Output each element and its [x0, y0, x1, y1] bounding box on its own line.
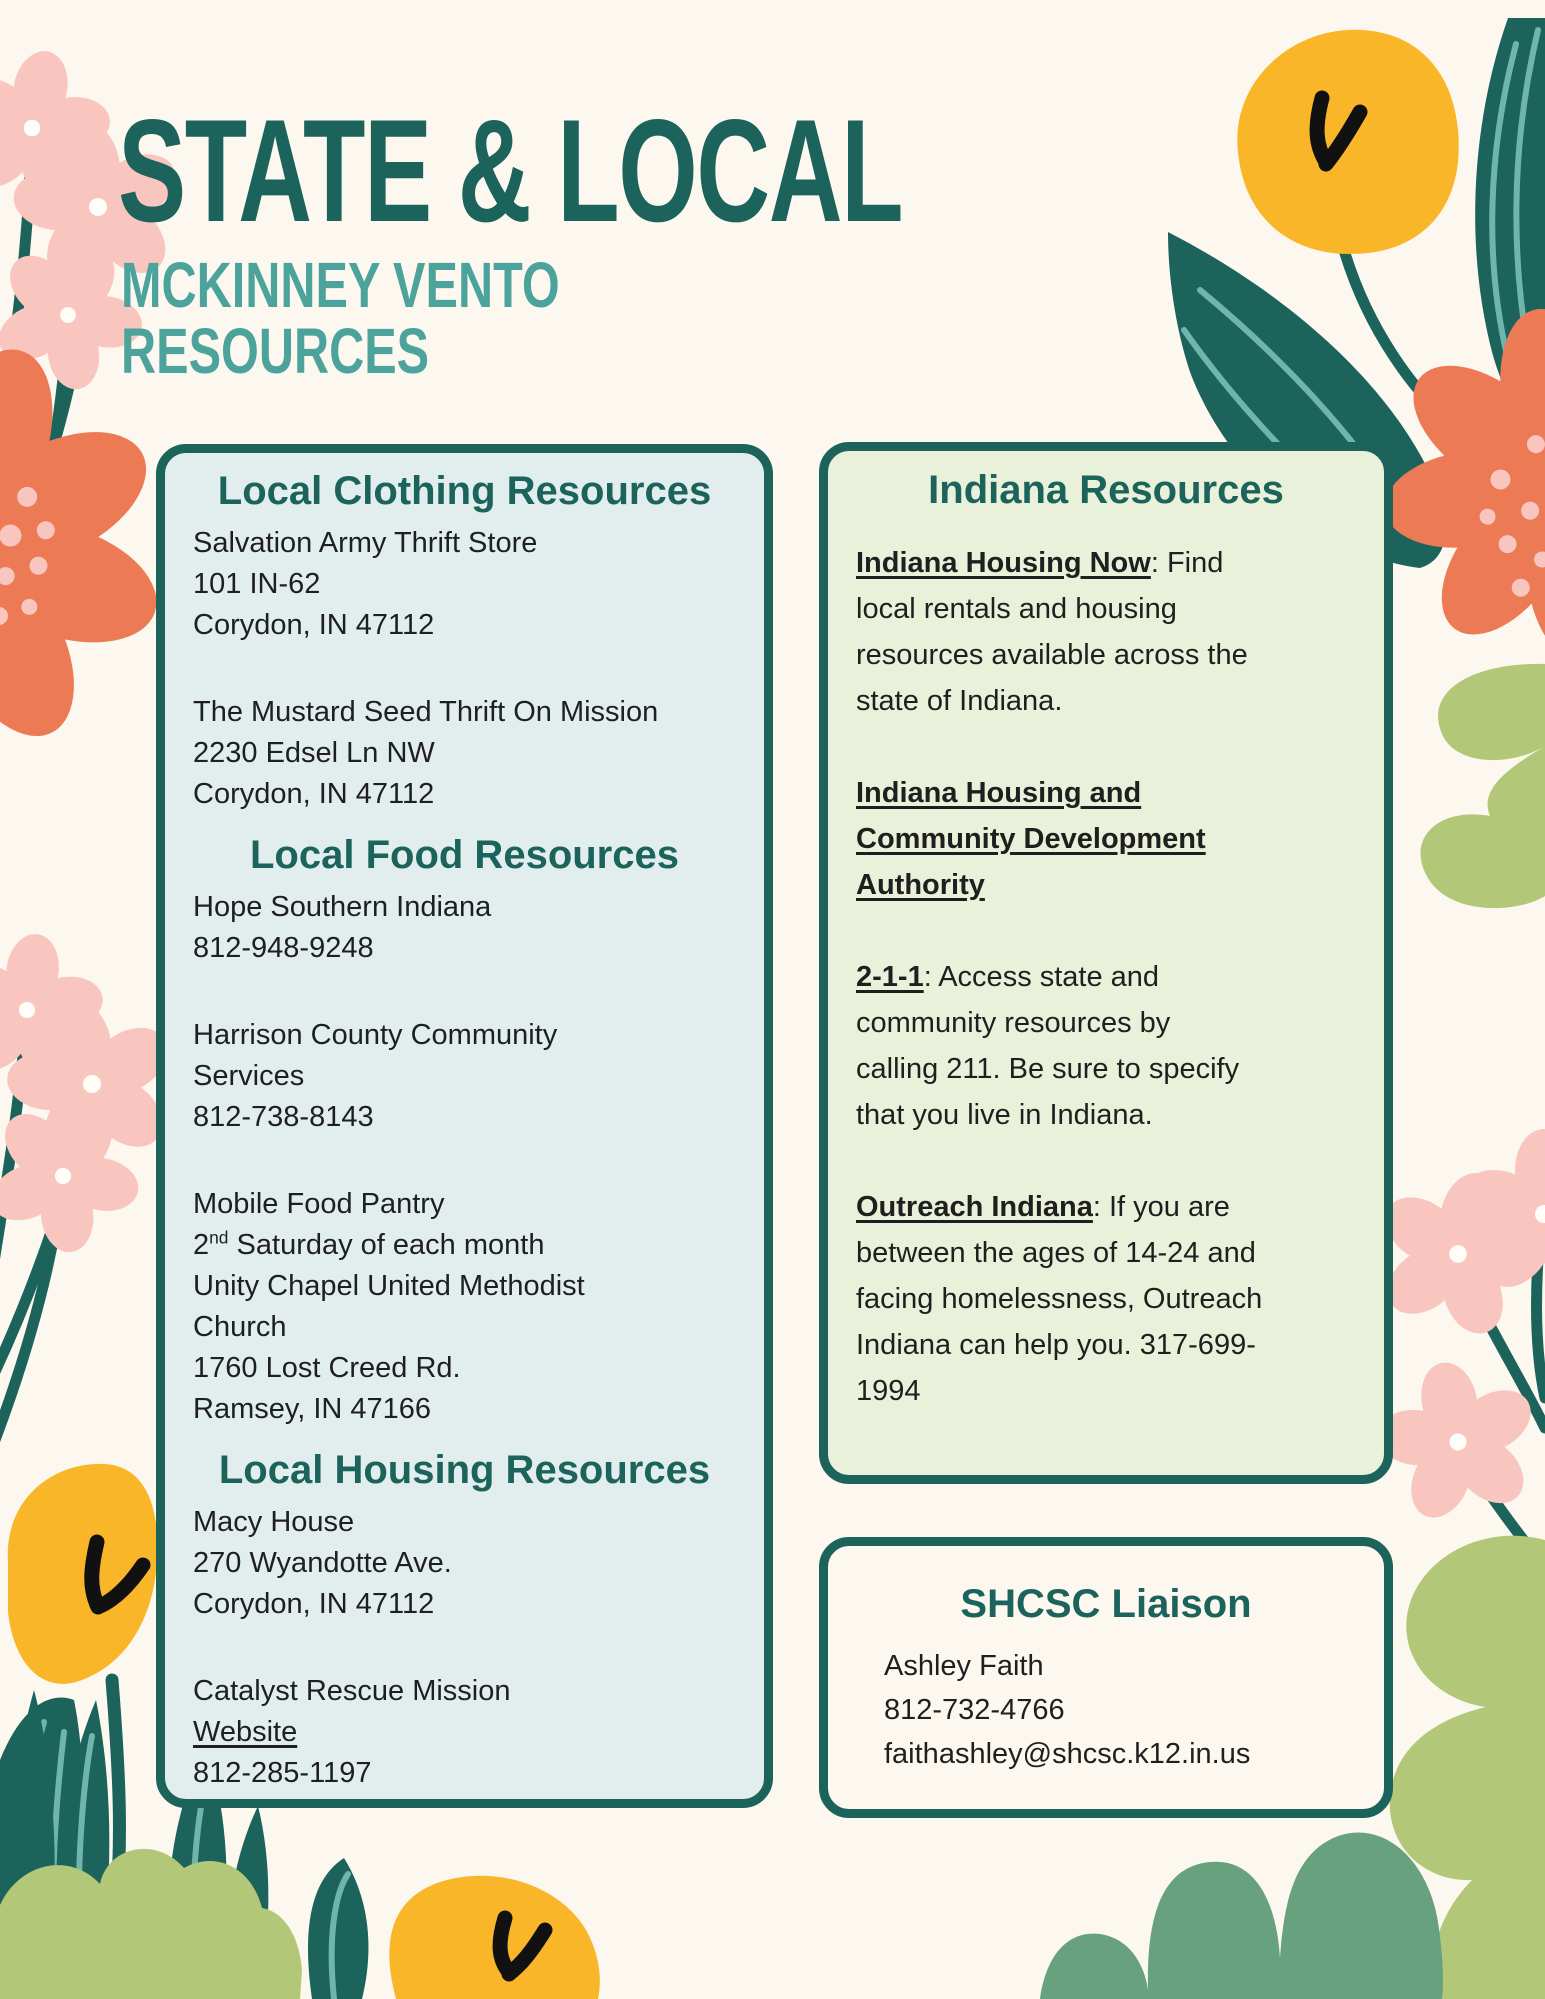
text-run: Macy House	[193, 1506, 355, 1538]
resource-line	[193, 605, 736, 646]
resource-line	[193, 1015, 736, 1056]
resource-line	[193, 1097, 736, 1138]
liaison-heading: SHCSC Liaison	[960, 1582, 1252, 1626]
resource-paragraph	[856, 770, 1356, 908]
resource-line	[884, 1732, 1328, 1776]
resource-line	[193, 1543, 736, 1584]
resource-group	[193, 1015, 736, 1138]
resource-line	[193, 887, 736, 928]
text-run: Mobile Food Pantry	[193, 1188, 445, 1220]
text-run: Saturday of each month	[228, 1229, 545, 1261]
resource-line	[193, 1266, 736, 1307]
text-run: Indiana can help you. 317-699-	[856, 1329, 1256, 1361]
indiana-resources-box	[819, 442, 1393, 1484]
text-run: 812-738-8143	[193, 1101, 374, 1133]
resource-paragraph	[856, 540, 1356, 724]
resource-line	[193, 692, 736, 733]
ihcda-link[interactable]: Indiana Housing and	[856, 777, 1142, 809]
sage-bush-bottom-right	[1040, 1832, 1443, 1999]
yellow-bloom-bottom-middle	[389, 1876, 600, 1999]
text-run: : Access state and	[923, 961, 1160, 993]
text-run: Ramsey, IN 47166	[193, 1393, 432, 1425]
text-run: 812-948-9248	[193, 932, 374, 964]
text-run: Hope Southern Indiana	[193, 891, 492, 923]
text-run: community resources by	[856, 1007, 1171, 1039]
resource-line	[193, 1348, 736, 1389]
outreach-indiana-link[interactable]: Outreach Indiana	[856, 1191, 1093, 1223]
resource-group	[193, 1671, 736, 1794]
text-run: Catalyst Rescue Mission	[193, 1675, 511, 1707]
local-resources-box	[156, 444, 773, 1808]
text-run: 2230 Edsel Ln NW	[193, 737, 435, 769]
text-run: Corydon, IN 47112	[193, 778, 435, 810]
text-run: that you live in Indiana.	[856, 1099, 1153, 1131]
liaison-box	[819, 1537, 1393, 1818]
text-run: Ashley Faith	[884, 1650, 1044, 1682]
indiana-housing-now-link[interactable]: Indiana Housing Now	[856, 547, 1151, 579]
resource-line	[193, 1307, 736, 1348]
text-run: Corydon, IN 47112	[193, 609, 435, 641]
text-run: 270 Wyandotte Ave.	[193, 1547, 452, 1579]
text-run: local rentals and housing	[856, 593, 1177, 625]
ihcda-link[interactable]: Community Development	[856, 823, 1206, 855]
text-run: : Find	[1150, 547, 1224, 579]
resource-group	[193, 523, 736, 646]
text-run: 101 IN-62	[193, 568, 321, 600]
resource-line	[193, 523, 736, 564]
text-run: Salvation Army Thrift Store	[193, 527, 538, 559]
local-resources-sections	[193, 467, 736, 1794]
section-heading: Local Housing Resources	[218, 1448, 711, 1492]
indiana-resources-paragraphs	[856, 540, 1356, 1414]
two-one-one-link[interactable]: 2-1-1	[856, 961, 924, 993]
resource-line	[884, 1644, 1328, 1688]
teal-leaf-bottom-middle	[308, 1858, 368, 1999]
resource-line	[193, 1389, 736, 1430]
text-run: faithashley@shcsc.k12.in.us	[884, 1738, 1251, 1770]
resource-line	[193, 1502, 736, 1543]
resource-line	[193, 1184, 736, 1225]
resource-group	[193, 692, 736, 815]
page-subtitle	[121, 249, 560, 387]
resource-paragraph	[856, 954, 1356, 1138]
yellow-bloom-top-right	[1237, 30, 1458, 254]
website-link[interactable]: Website	[193, 1716, 298, 1748]
text-run: 2	[193, 1229, 210, 1261]
indiana-resources-heading: Indiana Resources	[928, 468, 1284, 512]
resource-line	[193, 928, 736, 969]
text-run: state of Indiana.	[856, 685, 1063, 717]
resource-line	[193, 564, 736, 605]
section-heading: Local Food Resources	[250, 833, 679, 877]
text-run: resources available across the	[856, 639, 1248, 671]
resource-line	[193, 733, 736, 774]
text-run: Unity Chapel United Methodist	[193, 1270, 585, 1302]
text-run: Church	[193, 1311, 287, 1343]
resource-line	[193, 1712, 736, 1753]
liaison-lines	[884, 1644, 1328, 1776]
text-run: Harrison County Community	[193, 1019, 558, 1051]
text-run: between the ages of 14-24 and	[856, 1237, 1256, 1269]
text-run: calling 211. Be sure to specify	[856, 1053, 1240, 1085]
section-heading: Local Clothing Resources	[217, 469, 712, 513]
resource-paragraph	[856, 1184, 1356, 1414]
text-run: 1994	[856, 1375, 921, 1407]
resource-group	[193, 1502, 736, 1625]
page-title: STATE & LOCAL	[118, 89, 903, 252]
ihcda-link[interactable]: Authority	[856, 869, 985, 901]
resource-group	[193, 1184, 736, 1430]
text-run: 812-285-1197	[193, 1757, 372, 1789]
text-run: Services	[193, 1060, 305, 1092]
text-run: : If you are	[1092, 1191, 1230, 1223]
page-subtitle-line1: MCKINNEY VENTO	[121, 249, 560, 321]
olive-leaf-right-middle	[1421, 664, 1545, 908]
text-run: The Mustard Seed Thrift On Mission	[193, 696, 659, 728]
resource-line	[193, 774, 736, 815]
page-subtitle-line2: RESOURCES	[121, 314, 430, 387]
resource-line	[193, 1584, 736, 1625]
resource-line	[193, 1671, 736, 1712]
text-run: 1760 Lost Creed Rd.	[193, 1352, 461, 1384]
text-run: facing homelessness, Outreach	[856, 1283, 1263, 1315]
text-run: 812-732-4766	[884, 1694, 1065, 1726]
text-run: nd	[209, 1227, 229, 1248]
resource-line	[884, 1688, 1328, 1732]
text-run: Corydon, IN 47112	[193, 1588, 435, 1620]
resource-line	[193, 1225, 736, 1266]
resource-group	[193, 887, 736, 969]
resource-line	[193, 1753, 736, 1794]
resource-line	[193, 1056, 736, 1097]
